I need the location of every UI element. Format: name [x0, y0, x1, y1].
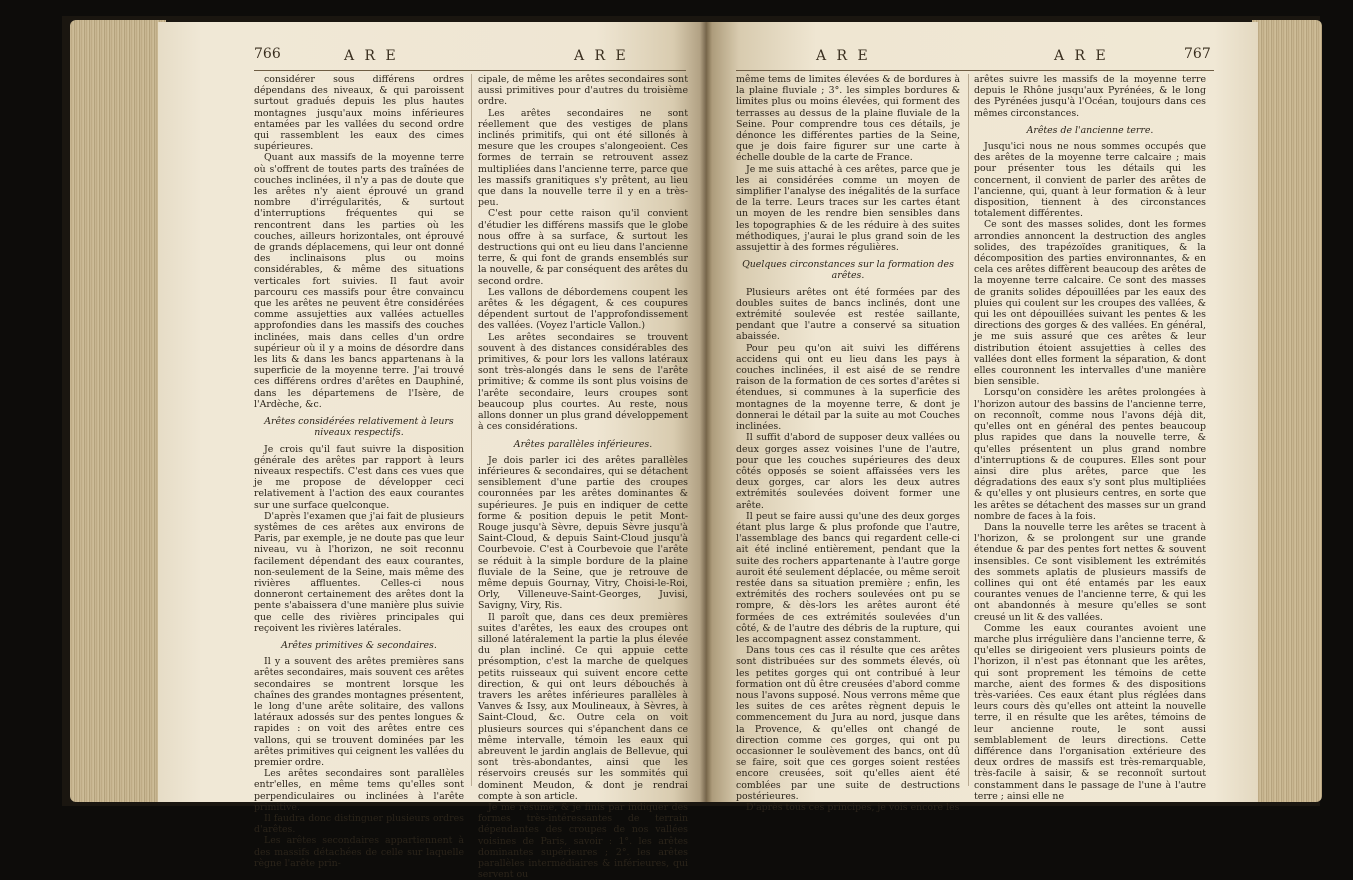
section-heading: Arêtes de l'ancienne terre.: [1026, 124, 1154, 136]
page-number-right: 767: [1184, 46, 1211, 62]
header-rule-left: [254, 70, 686, 71]
paragraph: Il suffit d'abord de supposer deux vallées ou deux gorges assez voisines l'une de l'autre, pour que les couches supérieures des deux côtés opposés se soient affaissées vers les deux gorges, car alors les deux autres extrémités soulevées doivent former une arête.: [736, 432, 960, 511]
left-page: [158, 22, 706, 880]
paragraph: considérer sous différens ordres dépendans des niveaux, & qui paroissent surtout gradués depuis les plus hautes montagnes jusqu'aux moins inférieures entamées par les vallées du second ordre qui rassemblent les eaux des cimes supérieures.: [254, 74, 464, 153]
paragraph: Il paroît que, dans ces deux premières suites d'arêtes, les eaux des croupes ont silloné latéralement la partie la plus élevée du plan incliné. Ce qui appuie cette présomption, c'est la marche de quelques petits ruisseaux qui suivent encore cette direction, & qui ont leurs débouchés à travers les arêtes inférieures parallèles à Vanves & Issy, aux Moulineaux, à Sèvres, à Saint-Cloud, &c. Outre cela on voit plusieurs sources qui s'épanchent dans ce même intervalle, témoin les eaux qui abreuvent le jardin anglais de Bellevue, qui sont très-abondantes, ainsi que les réservoirs creusés sur les sommités qui dominent Meudon, & dont je rendrai compte à son article.: [478, 611, 688, 802]
paragraph: D'après l'examen que j'ai fait de plusieurs systêmes de ces arêtes aux environs de Paris, par exemple, je ne doute pas que leur niveau, vu à l'horizon, ne soit reconnu facilement dépendant des eaux courantes, non-seulement de la Seine, mais même des rivières affluentes. Celles-ci nous donneront certainement des arêtes dont la pente s'abaissera d'une manière plus suivie que celle des rivières principales qui reçoivent les rivières latérales.: [254, 510, 464, 634]
paragraph: cipale, de même les arêtes secondaires sont aussi primitives pour d'autres du troisième ordre.: [478, 74, 688, 108]
left-page-column-1: [254, 74, 464, 869]
paragraph: Les arêtes secondaires sont parallèles entr'elles, en même tems qu'elles sont perpendiculaires ou inclinées à l'arête primitive.: [254, 768, 464, 813]
paragraph: arêtes suivre les massifs de la moyenne terre depuis le Rhône jusqu'aux Pyrénées, & le long des Pyrénées jusqu'à l'Océan, toujours dans ces mêmes circonstances.: [974, 74, 1206, 119]
paragraph: Il y a souvent des arêtes premières sans arêtes secondaires, mais souvent ces arêtes secondaires se montrent lorsque les chaînes des grandes montagnes présentent, le long d'une arête solitaire, des vallons latéraux adossés sur des pentes longues & rapides : on voit des arêtes entre ces vallons, qui se trouvent dominées par les arêtes primitives qui ceignent les vallées du premier ordre.: [254, 656, 464, 768]
left-page-column-2: [478, 74, 688, 880]
page-edges-right: [1252, 20, 1322, 802]
book-gutter: [700, 22, 712, 802]
paragraph: Il faudra donc distinguer plusieurs ordres d'arêtes.: [254, 813, 464, 836]
section-heading: Arêtes primitives & secondaires.: [281, 639, 437, 651]
paragraph: Je crois qu'il faut suivre la disposition générale des arêtes par rapport à leurs niveaux respectifs. C'est dans ces vues que je me propose de développer ceci relativement à l'action des eaux courantes sur une surface quelconque.: [254, 443, 464, 511]
paragraph: Les vallons de débordemens coupent les arêtes & les dégagent, & ces coupures dépendent surtout de l'approfondissement des vallées. (Voyez l'article Vallon.): [478, 286, 688, 332]
paragraph: Dans tous ces cas il résulte que ces arêtes sont distribuées sur des sommets élevés, où les petites gorges qui ont contribué à leur formation ont dû être creusées d'abord comme nous l'avons supposé. Nous verrons même que les suites de ces arêtes règnent depuis le commencement du Jura au nord, jusque dans la Provence, & qu'elles ont changé de direction comme ces gorges, qui ont pu occasionner le soulèvement des bancs, ont dû se faire, soit que ces gorges soient restées encore creusées, soit qu'elles aient été comblées par une suite de destructions postérieures.: [736, 645, 960, 802]
paragraph: Ce sont des masses solides, dont les formes arrondies annoncent la destruction des angles solides, des trapézoïdes granitiques, & la décomposition des parties environnantes, & en cela ces arêtes diffèrent beaucoup des arêtes de la moyenne terre calcaire. Ce sont des masses de granits solides dépouillées par les eaux des pluies qui coulent sur les croupes des vallées, & qui les ont dépouillées suivant les pentes & les directions des gorges & des vallées. En général, je me suis assuré que ces arêtes & leur distribution étoient assujetties à celles des vallées dont elles forment la séparation, & dont elles couronnent les intervalles d'une manière bien sensible.: [974, 219, 1206, 388]
header-rule-right: [736, 70, 1214, 71]
paragraph: Lorsqu'on considère les arêtes prolongées à l'horizon autour des bassins de l'ancienne terre, on reconnoît, comme nous l'avons déjà dit, qu'elles ont en général des pentes beaucoup plus rapides que dans la nouvelle terre, & qu'elles présentent un plus grand nombre d'interruptions & de coupures. Elles sont pour ainsi dire plus arêtes, parce que les dégradations des eaux s'y sont plus multipliées & qu'elles y ont plusieurs centres, en sorte que les arêtes se détachent des masses sur un grand nombre de faces à la fois.: [974, 387, 1206, 522]
paragraph: Pour peu qu'on ait suivi les différens accidens qui ont eu lieu dans les pays à couches inclinées, il est aisé de se rendre raison de la formation de ces sortes d'arêtes si étendues, si communes à la superficie des montagnes de la moyenne terre, & dont je donnerai le détail par la suite au mot Couches inclinées.: [736, 342, 960, 433]
running-head-left-1: A R E: [344, 48, 399, 64]
page-edges-left: [70, 20, 166, 802]
section-heading: Quelques circonstances sur la formation des arêtes.: [742, 259, 954, 282]
running-head-right-2: A R E: [1054, 48, 1109, 64]
paragraph: D'après tous ces principes, je vois encore les: [746, 802, 960, 813]
paragraph: Comme les eaux courantes avoient une marche plus irrégulière dans l'ancienne terre, & qu'elles se dirigeoient vers plusieurs points de l'horizon, il n'est pas étonnant que les arêtes, qui sont proprement les témoins de cette marche, aient des formes & des dispositions très-variées. Ces eaux étant plus réglées dans leurs cours dès qu'elles ont atteint la nouvelle terre, il en résulte que les arêtes, témoins de leur ancienne route, le sont aussi semblablement de leurs directions. Cette différence dans l'organisation extérieure des deux ordres de massifs est très-remarquable, très-facile à saisir, & se reconnoît surtout constamment dans le passage de l'une à l'autre terre ; ainsi elle ne: [974, 622, 1206, 802]
paragraph: Les arêtes secondaires ne sont réellement que des vestiges de plans inclinés primitifs, qui ont été sillonés à mesure que les croupes s'alongeoient. Ces formes de terrain se retrouvent assez multipliées dans l'ancienne terre, parce que les massifs granitiques s'y prêtent, au lieu que dans la nouvelle terre il y en a très-peu.: [478, 107, 688, 209]
column-divider-left: [471, 74, 472, 786]
paragraph: Plusieurs arêtes ont été formées par des doubles suites de bancs inclinés, dont une extrémité soulevée est restée saillante, pendant que l'autre a conservé sa situation abaissée.: [736, 286, 960, 343]
paragraph: Je dois parler ici des arêtes parallèles inférieures & secondaires, qui se détachent sensiblement d'une partie des croupes couronnées par les arêtes dominantes & supérieures. Je puis en indiquer de cette forme & position depuis le petit Mont-Rouge jusqu'à Sèvre, depuis Sèvre jusqu'à Saint-Cloud, & depuis Saint-Cloud jusqu'à Courbevoie. C'est à Courbevoie que l'arête se réduit à la simple bordure de la plaine fluviale de la Seine, que je retrouve de même depuis Gournay, Vitry, Choisi-le-Roi, Orly, Villeneuve-Saint-Georges, Juvisi, Savigny, Viry, Ris.: [478, 454, 688, 612]
paragraph: Les arêtes secondaires se trouvent souvent à des distances considérables des primitives, & pour lors les vallons latéraux sont très-alongés dans le sens de l'arête primitive; & comme ils sont plus voisins de l'arête secondaire, leurs croupes sont beaucoup plus courtes. Au reste, nous allons donner un plus grand développement à ces considérations.: [478, 331, 688, 433]
paragraph: Il peut se faire aussi qu'une des deux gorges étant plus large & plus profonde que l'autre, l'assemblage des bancs qui regardent celle-ci ait été incliné entièrement, pendant que la suite des rochers appartenante à l'autre gorge auroit été seulement déplacée, ou même seroit restée dans sa situation première ; enfin, les extrémités des rochers soulevées ont pu se rompre, & dès-lors les arêtes auront été formées de ces extrémités soulevées d'un côté, & de l'autre des débris de la rupture, qui les accompagnent assez constamment.: [736, 510, 960, 645]
paragraph: Je me résume, & je finis par indiquer des formes très-intéressantes de terrain dépendantes des croupes de nos vallées voisines de Paris, savoir : 1°. les arêtes dominantes supérieures ; 2°. les arêtes parallèles intermédiaires & inférieures, qui servent ou: [478, 802, 688, 880]
running-head-right-1: A R E: [816, 48, 871, 64]
right-page-column-2: [974, 74, 1206, 802]
column-divider-right: [968, 74, 969, 786]
section-heading: Arêtes considérées relativement à leurs niveaux respectifs.: [264, 416, 454, 439]
paragraph: Jusqu'ici nous ne nous sommes occupés que des arêtes de la moyenne terre calcaire ; mais pour présenter tous les détails qui les concernent, il convient de parler des arêtes de l'ancienne, qui, quant à leur formation & à leur disposition, tiennent à des circonstances totalement différentes.: [974, 141, 1206, 220]
running-head-left-2: A R E: [574, 48, 629, 64]
paragraph: Je me suis attaché à ces arêtes, parce que je les ai considérées comme un moyen de simplifier l'analyse des inégalités de la surface de la terre. Leurs traces sur les cartes étant un moyen de les rendre bien sensibles dans les topographies & de les réduire à des suites méthodiques, j'aurai le plus grand soin de les assujettir à des formes régulières.: [736, 163, 960, 254]
paragraph: Les arêtes secondaires appartiennent à des massifs détachées de celle sur laquelle règne l'arête prin-: [254, 835, 464, 869]
paragraph: même tems de limites élevées & de bordures à la plaine fluviale ; 3°. les simples bordures & limites plus ou moins élevées, qui forment des terrasses au dessus de la plaine fluviale de la Seine. Pour comprendre tous ces détails, je dénonce les différentes parties de la Seine, que je dois faire figurer sur une carte à échelle double de la carte de France.: [736, 74, 960, 164]
paragraph: Dans la nouvelle terre les arêtes se tracent à l'horizon, & se prolongent sur une grande étendue & par des pentes fort nettes & souvent insensibles. Ce sont visiblement les extrémités des sommets aplatis de plusieurs massifs de collines qui ont été entamés par les eaux courantes venues de l'ancienne terre, & qui les ont abandonnés à mesure qu'elles se sont creusé un lit & des vallées.: [974, 521, 1206, 623]
paragraph: C'est pour cette raison qu'il convient d'étudier les différens massifs que le globe nous offre à sa surface, & surtout les destructions qui ont eu lieu dans l'ancienne terre, & qui font de grands ensemblés sur la nouvelle, & par conséquent des arêtes du second ordre.: [478, 208, 688, 287]
right-page-column-1: [736, 74, 960, 813]
section-heading: Arêtes parallèles inférieures.: [513, 438, 653, 450]
page-number-left: 766: [254, 46, 281, 62]
right-page: [706, 22, 1258, 813]
paragraph: Quant aux massifs de la moyenne terre où s'offrent de toutes parts des traînées de couches inclinées, il n'y a pas de doute que les arêtes n'y aient éprouvé un grand nombre d'irrégularités, & surtout d'interruptions fréquentes qui se rencontrent dans les parties où les couches, ailleurs horizontales, ont éprouvé de grands déplacemens, qui leur ont donné des inclinaisons plus ou moins considérables, & même des situations verticales fort suivies. Il faut avoir parcouru ces massifs pour être convaincu que les arêtes ne peuvent être considérées comme assujetties aux vallées actuelles approfondies dans les massifs des couches inclinées, mais dans celles d'un ordre supérieur où il y a moins de désordre dans les lits & dans les bancs appartenans à la superficie de la moyenne terre. J'ai trouvé ces différens ordres d'arêtes en Dauphiné, dans les départemens de l'Isère, de l'Ardèche, &c.: [254, 152, 464, 410]
